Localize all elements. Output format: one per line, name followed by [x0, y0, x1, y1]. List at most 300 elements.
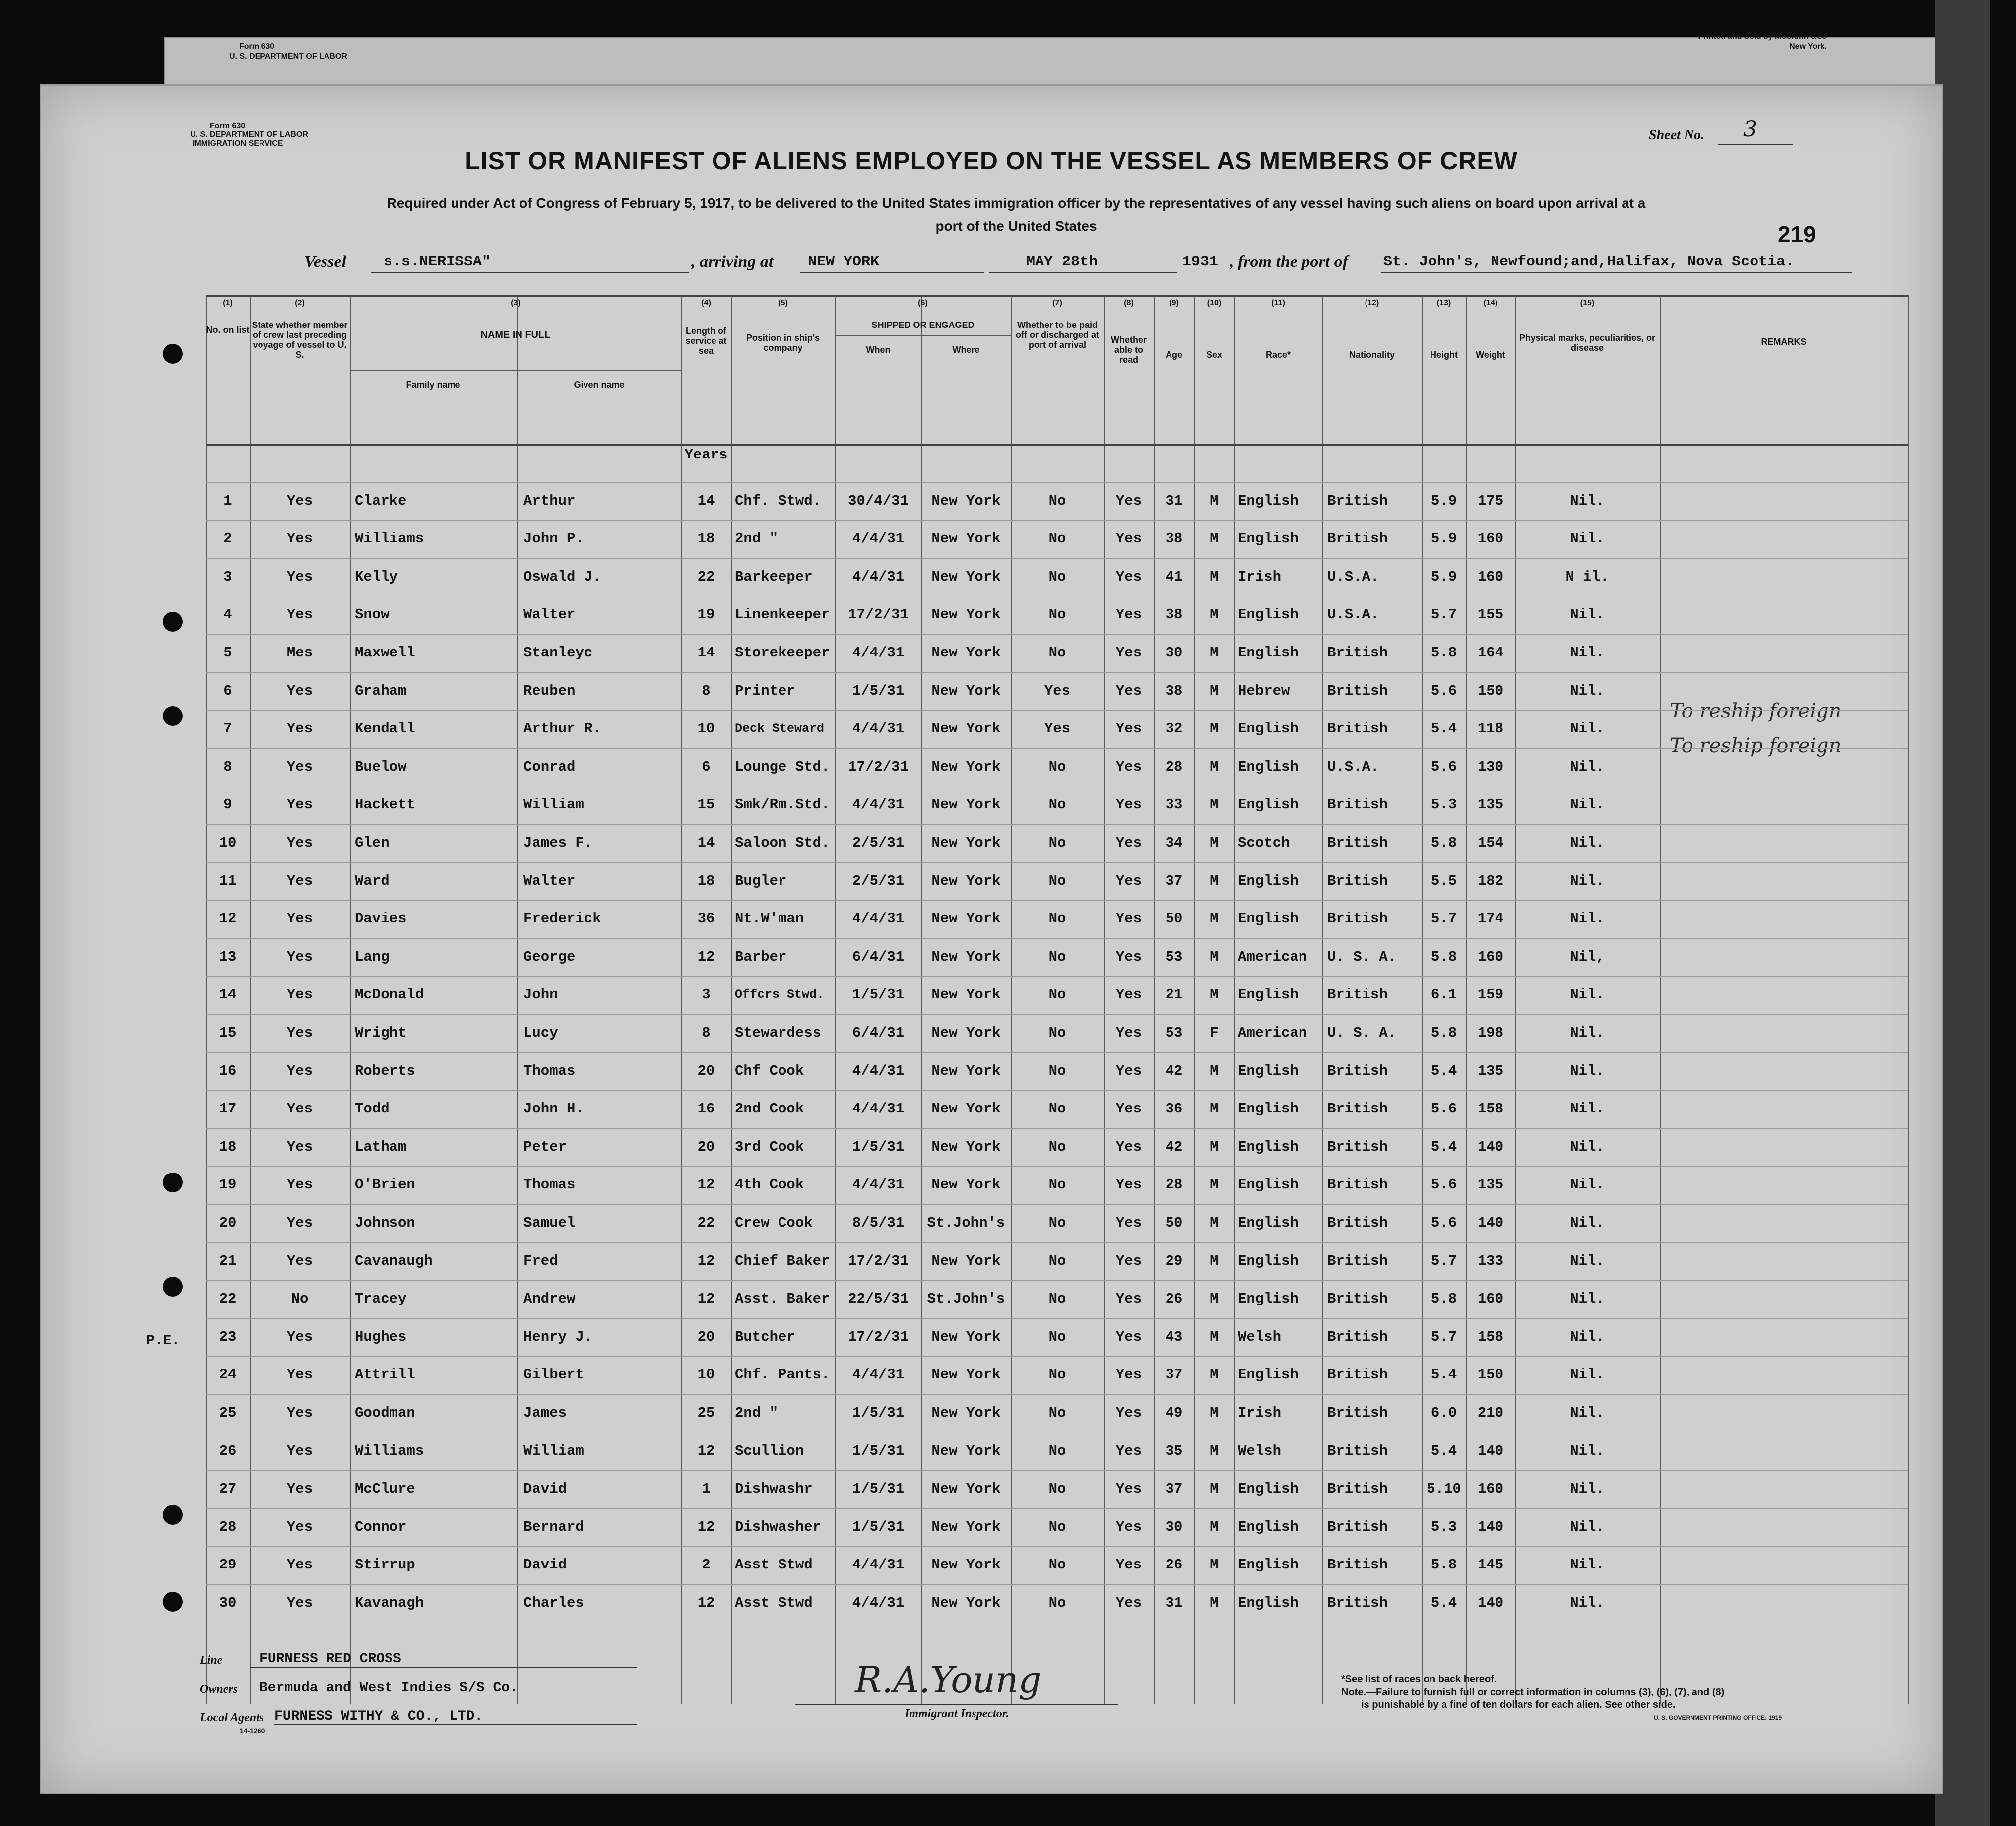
cell-read: Yes [1115, 1101, 1142, 1117]
cell-given: Reuben [523, 682, 576, 699]
cell-when: 4/4/31 [852, 568, 905, 585]
cell-given: James [523, 1405, 567, 1421]
cell-no: 26 [219, 1442, 237, 1459]
cell-nat: British [1327, 1291, 1388, 1307]
cell-nat: British [1327, 986, 1388, 1003]
cell-read: Yes [1115, 835, 1142, 851]
cell-age: 26 [1165, 1557, 1183, 1573]
cell-no: 30 [219, 1595, 237, 1611]
inspector-label: Immigrant Inspector. [905, 1707, 1009, 1720]
agents-code: 14-1260 [240, 1727, 265, 1735]
cell-when: 4/4/31 [852, 1176, 905, 1193]
cell-prev: Yes [286, 835, 313, 851]
cell-race: English [1238, 530, 1299, 547]
cell-nat: British [1327, 682, 1388, 699]
cell-height: 5.7 [1431, 1252, 1457, 1269]
cell-where: New York [931, 492, 1001, 509]
col-num-6: (6) [918, 299, 928, 307]
cell-marks: Nil. [1570, 1215, 1605, 1231]
cell-read: Yes [1115, 720, 1142, 737]
cell-age: 37 [1165, 1367, 1183, 1383]
cell-service: 20 [697, 1328, 715, 1345]
col-num-15: (15) [1580, 299, 1595, 307]
cell-when: 4/4/31 [852, 530, 905, 547]
cell-position: Dishwasher [735, 1518, 822, 1535]
cell-marks: N il. [1565, 568, 1609, 585]
cell-age: 36 [1165, 1101, 1183, 1117]
cell-height: 5.7 [1431, 606, 1457, 623]
cell-prev: Yes [286, 1138, 313, 1155]
cell-read: Yes [1115, 948, 1142, 965]
cell-race: English [1238, 1367, 1299, 1383]
cell-weight: 140 [1477, 1595, 1504, 1611]
cell-height: 5.9 [1431, 568, 1457, 585]
cell-given: Bernard [523, 1518, 584, 1535]
cell-service: 18 [697, 872, 715, 889]
cell-paid: No [1048, 1062, 1066, 1079]
cell-read: Yes [1115, 606, 1142, 623]
col-num-4: (4) [701, 299, 711, 307]
cell-prev: Yes [286, 1405, 313, 1421]
scanner-edge-strip [1935, 0, 1990, 1826]
header-paid-off: Whether to be paid off or discharged at port of arrival [1015, 320, 1100, 350]
cell-prev: Yes [286, 682, 313, 699]
cell-age: 53 [1165, 1025, 1183, 1041]
cell-race: English [1238, 1518, 1299, 1535]
cell-read: Yes [1115, 1367, 1142, 1383]
cell-nat: British [1327, 1481, 1388, 1498]
cell-prev: Yes [286, 1442, 313, 1459]
cell-paid: No [1048, 1405, 1066, 1421]
cell-nat: British [1327, 530, 1388, 547]
cell-no: 12 [219, 911, 237, 927]
cell-marks: Nil. [1570, 835, 1605, 851]
header-remarks: REMARKS [1761, 337, 1807, 347]
cell-when: 1/5/31 [852, 1442, 905, 1459]
cell-race: English [1238, 1595, 1299, 1611]
cell-family: Ward [355, 872, 390, 889]
cell-height: 5.10 [1427, 1481, 1461, 1498]
agents-label: Local Agents [200, 1711, 264, 1724]
arrival-year: 1931 [1182, 254, 1219, 270]
cell-where: New York [931, 1481, 1001, 1498]
cell-no: 2 [223, 530, 232, 547]
cell-marks: Nil. [1570, 645, 1605, 661]
cell-paid: No [1048, 492, 1066, 509]
cell-prev: Yes [286, 530, 313, 547]
cell-paid: No [1048, 645, 1066, 661]
cell-race: English [1238, 1101, 1299, 1117]
cell-position: Nt.W'man [735, 911, 804, 927]
cell-height: 5.3 [1431, 796, 1457, 813]
cell-read: Yes [1115, 1557, 1142, 1573]
binder-hole [163, 344, 183, 364]
cell-nat: British [1327, 492, 1388, 509]
cell-position: 4th Cook [735, 1176, 804, 1193]
cell-service: 15 [697, 796, 715, 813]
cell-height: 5.8 [1431, 1557, 1457, 1573]
cell-marks: Nil. [1570, 530, 1605, 547]
act-requirement-text [190, 192, 1842, 238]
cell-no: 8 [223, 758, 232, 775]
owners-label: Owners [200, 1683, 238, 1696]
cell-race: English [1238, 1062, 1299, 1079]
cell-nat: British [1327, 1176, 1388, 1193]
cell-race: Irish [1238, 568, 1282, 585]
cell-service: 14 [697, 645, 715, 661]
cell-paid: No [1048, 835, 1066, 851]
cell-service: 12 [697, 1176, 715, 1193]
cell-weight: 140 [1477, 1138, 1504, 1155]
cell-position: Asst Stwd [735, 1557, 813, 1573]
cell-height: 5.6 [1431, 682, 1457, 699]
cell-height: 5.4 [1431, 1138, 1457, 1155]
cell-no: 14 [219, 986, 237, 1003]
cell-when: 4/4/31 [852, 720, 905, 737]
cell-race: English [1238, 872, 1299, 889]
cell-where: New York [931, 1062, 1001, 1079]
cell-service: 25 [697, 1405, 715, 1421]
cell-height: 6.1 [1431, 986, 1457, 1003]
cell-paid: No [1048, 530, 1066, 547]
col-num-11: (11) [1271, 299, 1285, 307]
cell-when: 4/4/31 [852, 911, 905, 927]
cell-prev: Yes [286, 1481, 313, 1498]
cell-marks: Nil. [1570, 606, 1605, 623]
cell-position: Crew Cook [735, 1215, 813, 1231]
cell-position: Smk/Rm.Std. [735, 796, 830, 813]
cell-read: Yes [1115, 758, 1142, 775]
cell-given: Lucy [523, 1025, 558, 1041]
cell-family: Williams [355, 530, 424, 547]
cell-height: 5.7 [1431, 1328, 1457, 1345]
header-length-service: Length of service at sea [685, 326, 727, 356]
cell-service: 22 [697, 1215, 715, 1231]
owners-value: Bermuda and West Indies S/S Co. [260, 1680, 518, 1696]
cell-prev: Yes [286, 948, 313, 965]
cell-height: 5.4 [1431, 1062, 1457, 1079]
cell-weight: 160 [1477, 530, 1504, 547]
cell-position: Deck Steward [735, 721, 825, 736]
cell-sex: M [1210, 1215, 1219, 1231]
sheet-no-label: Sheet No. [1649, 128, 1704, 143]
cell-age: 49 [1165, 1405, 1183, 1421]
cell-service: 12 [697, 1595, 715, 1611]
cell-nat: British [1327, 1367, 1388, 1383]
cell-position: Barkeeper [735, 568, 813, 585]
cell-read: Yes [1115, 568, 1142, 585]
cell-weight: 160 [1477, 1481, 1504, 1498]
cell-no: 16 [219, 1062, 237, 1079]
cell-paid: No [1048, 1138, 1066, 1155]
printer-city: New York. [1789, 42, 1827, 51]
cell-sex: M [1210, 911, 1219, 927]
cell-age: 38 [1165, 606, 1183, 623]
cell-prev: Yes [286, 1328, 313, 1345]
col-num-12: (12) [1365, 299, 1379, 307]
cell-marks: Nil. [1570, 720, 1605, 737]
cell-paid: No [1048, 1252, 1066, 1269]
cell-no: 21 [219, 1252, 237, 1269]
cell-no: 18 [219, 1138, 237, 1155]
cell-sex: M [1210, 568, 1219, 585]
cell-race: English [1238, 720, 1299, 737]
cell-when: 1/5/31 [852, 1405, 905, 1421]
cell-paid: No [1048, 1101, 1066, 1117]
header-where: Where [952, 345, 980, 355]
cell-given: David [523, 1481, 567, 1498]
cell-when: 4/4/31 [852, 1062, 905, 1079]
cell-position: 3rd Cook [735, 1138, 804, 1155]
cell-read: Yes [1115, 986, 1142, 1003]
cell-read: Yes [1115, 1405, 1142, 1421]
cell-when: 6/4/31 [852, 1025, 905, 1041]
back-form-dept: U. S. DEPARTMENT OF LABOR [229, 52, 347, 61]
cell-family: Clarke [355, 492, 407, 509]
cell-sex: M [1210, 758, 1219, 775]
cell-age: 28 [1165, 758, 1183, 775]
cell-race: English [1238, 645, 1299, 661]
cell-sex: M [1210, 606, 1219, 623]
cell-weight: 164 [1477, 645, 1504, 661]
cell-prev: Yes [286, 1025, 313, 1041]
cell-position: Scullion [735, 1442, 804, 1459]
cell-family: Connor [355, 1518, 407, 1535]
cell-no: 5 [223, 645, 232, 661]
cell-age: 28 [1165, 1176, 1183, 1193]
back-form-number: Form 630 [239, 42, 275, 51]
cell-position: Chf. Stwd. [735, 492, 822, 509]
cell-age: 53 [1165, 948, 1183, 965]
cell-service: 12 [697, 948, 715, 965]
cell-read: Yes [1115, 1176, 1142, 1193]
cell-height: 5.6 [1431, 1101, 1457, 1117]
binder-hole [163, 1592, 183, 1612]
cell-marks: Nil. [1570, 911, 1605, 927]
cell-when: 4/4/31 [852, 645, 905, 661]
cell-given: Walter [523, 606, 576, 623]
cell-weight: 154 [1477, 835, 1504, 851]
act-requirement-line2: port of the United States [935, 218, 1097, 234]
cell-service: 14 [697, 835, 715, 851]
cell-position: Bugler [735, 872, 787, 889]
cell-nat: British [1327, 1062, 1388, 1079]
cell-where: New York [931, 835, 1001, 851]
cell-read: Yes [1115, 1595, 1142, 1611]
cell-weight: 175 [1477, 492, 1504, 509]
cell-service: 19 [697, 606, 715, 623]
header-race: Race* [1265, 350, 1291, 360]
cell-marks: Nil. [1570, 1405, 1605, 1421]
cell-race: English [1238, 911, 1299, 927]
cell-where: New York [931, 948, 1001, 965]
cell-nat: British [1327, 1252, 1388, 1269]
cell-family: Kelly [355, 568, 398, 585]
cell-family: O'Brien [355, 1176, 415, 1193]
binder-hole [163, 1173, 183, 1192]
cell-family: Goodman [355, 1405, 415, 1421]
cell-age: 33 [1165, 796, 1183, 813]
cell-service: 10 [697, 720, 715, 737]
cell-race: Irish [1238, 1405, 1282, 1421]
cell-no: 27 [219, 1481, 237, 1498]
cell-paid: Yes [1044, 682, 1071, 699]
cell-prev: Yes [286, 872, 313, 889]
cell-when: 30/4/31 [848, 492, 909, 509]
cell-when: 1/5/31 [852, 1518, 905, 1535]
cell-read: Yes [1115, 1025, 1142, 1041]
cell-age: 38 [1165, 682, 1183, 699]
cell-paid: No [1048, 1367, 1066, 1383]
cell-where: New York [931, 568, 1001, 585]
cell-race: Welsh [1238, 1442, 1282, 1459]
cell-height: 5.4 [1431, 1367, 1457, 1383]
cell-marks: Nil. [1570, 1138, 1605, 1155]
cell-when: 4/4/31 [852, 796, 905, 813]
cell-weight: 155 [1477, 606, 1504, 623]
cell-paid: No [1048, 1215, 1066, 1231]
cell-given: George [523, 948, 576, 965]
years-unit-label: Years [684, 447, 728, 463]
cell-prev: Yes [286, 1518, 313, 1535]
line-value: FURNESS RED CROSS [260, 1651, 401, 1667]
cell-nat: U.S.A. [1327, 606, 1379, 623]
cell-service: 14 [697, 492, 715, 509]
cell-service: 12 [697, 1291, 715, 1307]
cell-read: Yes [1115, 796, 1142, 813]
cell-where: New York [931, 1405, 1001, 1421]
header-weight: Weight [1476, 350, 1505, 360]
col-num-13: (13) [1436, 299, 1451, 307]
cell-when: 1/5/31 [852, 986, 905, 1003]
cell-weight: 210 [1477, 1405, 1504, 1421]
gpo-imprint: U. S. GOVERNMENT PRINTING OFFICE: 1919 [1654, 1714, 1782, 1721]
cell-position: Asst Stwd [735, 1595, 813, 1611]
cell-no: 6 [223, 682, 232, 699]
cell-race: English [1238, 758, 1299, 775]
cell-read: Yes [1115, 1481, 1142, 1498]
header-family-name: Family name [406, 380, 460, 390]
cell-where: New York [931, 645, 1001, 661]
cell-family: Hackett [355, 796, 415, 813]
cell-given: Frederick [523, 911, 601, 927]
cell-where: St.John's [927, 1215, 1005, 1231]
cell-when: 17/2/31 [848, 1252, 909, 1269]
cell-position: Chief Baker [735, 1252, 830, 1269]
cell-nat: British [1327, 1595, 1388, 1611]
cell-service: 8 [702, 1025, 711, 1041]
cell-family: Johnson [355, 1215, 415, 1231]
cell-where: New York [931, 720, 1001, 737]
cell-age: 26 [1165, 1291, 1183, 1307]
cell-marks: Nil. [1570, 1062, 1605, 1079]
header-shipped-engaged: SHIPPED OR ENGAGED [871, 320, 975, 330]
remark-row-7: To reship foreign [1670, 734, 1842, 757]
penalty-note-line2: is punishable by a fine of ten dollars for each alien. See other side. [1361, 1699, 1676, 1710]
cell-race: English [1238, 796, 1299, 813]
cell-position: Butcher [735, 1328, 795, 1345]
cell-age: 30 [1165, 1518, 1183, 1535]
cell-sex: M [1210, 1328, 1219, 1345]
cell-age: 30 [1165, 645, 1183, 661]
cell-prev: Yes [286, 1557, 313, 1573]
cell-when: 4/4/31 [852, 1595, 905, 1611]
cell-nat: British [1327, 1557, 1388, 1573]
cell-weight: 130 [1477, 758, 1504, 775]
cell-no: 25 [219, 1405, 237, 1421]
cell-sex: M [1210, 1138, 1219, 1155]
cell-read: Yes [1115, 1062, 1142, 1079]
binder-hole [163, 1505, 183, 1525]
cell-prev: Yes [286, 1215, 313, 1231]
cell-nat: British [1327, 1215, 1388, 1231]
cell-race: English [1238, 606, 1299, 623]
header-when: When [866, 345, 891, 355]
cell-nat: U. S. A. [1327, 1025, 1397, 1041]
cell-read: Yes [1115, 1215, 1142, 1231]
cell-prev: Mes [286, 645, 313, 661]
cell-sex: M [1210, 1252, 1219, 1269]
cell-position: Lounge Std. [735, 758, 830, 775]
cell-nat: British [1327, 911, 1388, 927]
cell-weight: 133 [1477, 1252, 1504, 1269]
header-age: Age [1165, 350, 1182, 360]
cell-given: Conrad [523, 758, 576, 775]
cell-marks: Nil. [1570, 1025, 1605, 1041]
cell-read: Yes [1115, 872, 1142, 889]
cell-position: Dishwashr [735, 1481, 813, 1498]
cell-read: Yes [1115, 682, 1142, 699]
cell-height: 5.8 [1431, 645, 1457, 661]
cell-prev: Yes [286, 796, 313, 813]
cell-sex: M [1210, 1062, 1219, 1079]
cell-position: 2nd Cook [735, 1101, 804, 1117]
cell-service: 12 [697, 1518, 715, 1535]
cell-where: New York [931, 1252, 1001, 1269]
pe-mark: P.E. [146, 1333, 180, 1349]
cell-when: 1/5/31 [852, 1481, 905, 1498]
cell-when: 22/5/31 [848, 1291, 909, 1307]
cell-race: English [1238, 986, 1299, 1003]
cell-family: Williams [355, 1442, 424, 1459]
cell-race: English [1238, 1481, 1299, 1498]
cell-service: 18 [697, 530, 715, 547]
cell-race: English [1238, 1252, 1299, 1269]
cell-race: American [1238, 1025, 1307, 1041]
cell-where: New York [931, 1025, 1001, 1041]
cell-marks: Nil. [1570, 872, 1605, 889]
cell-read: Yes [1115, 1252, 1142, 1269]
cell-weight: 135 [1477, 1176, 1504, 1193]
cell-marks: Nil. [1570, 758, 1605, 775]
cell-marks: Nil. [1570, 1518, 1605, 1535]
cell-height: 5.8 [1431, 1025, 1457, 1041]
printer-credit: Printed and Sold by McClunn &Co [1698, 32, 1827, 41]
cell-family: Wright [355, 1025, 407, 1041]
cell-read: Yes [1115, 530, 1142, 547]
arriving-label: , arriving at [691, 253, 774, 271]
cell-prev: Yes [286, 492, 313, 509]
cell-paid: No [1048, 568, 1066, 585]
binder-hole [163, 1277, 183, 1297]
cell-given: Thomas [523, 1176, 576, 1193]
cell-family: Lang [355, 948, 390, 965]
header-no-on-list: No. on list [206, 325, 250, 335]
cell-given: Samuel [523, 1215, 576, 1231]
cell-nat: British [1327, 835, 1388, 851]
cell-race: Hebrew [1238, 682, 1290, 699]
cell-prev: Yes [286, 1176, 313, 1193]
